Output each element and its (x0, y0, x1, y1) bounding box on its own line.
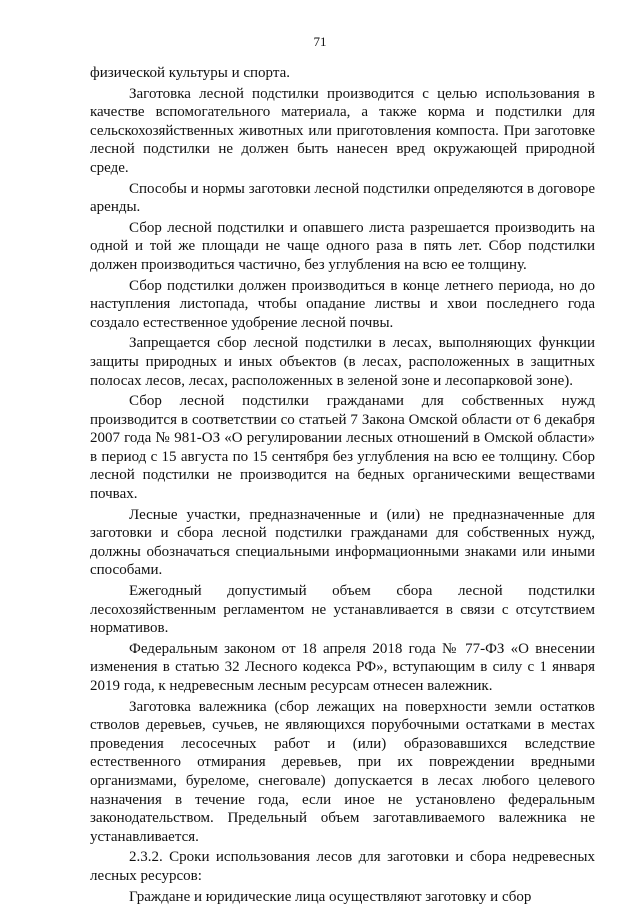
paragraph: физической культуры и спорта. (90, 65, 291, 81)
document-body (90, 64, 595, 908)
paragraph: Ежегодный допустимый объем сбора лесной подстилки лесохозяйственным регламентом не устанавливается в связи с отсутствием нормативов. (90, 583, 595, 637)
paragraph: Способы и нормы заготовки лесной подстилки определяются в договоре аренды. (90, 180, 595, 216)
paragraph: Заготовка валежника (сбор лежащих на поверхности земли остатков стволов деревьев, сучьев, не являющихся порубочными остатками в местах проведения лесосечных работ и (или) образовавшихся вследствие естественного отмирания деревьев, при их повреждении вредными организмами, буреломе, снеговале) допускается в лесах любого целевого назначения в течение года, если иное не установлено федеральным законодательством. Предельный объем заготавливаемого валежника не устанавливается. (90, 698, 595, 845)
paragraph: Лесные участки, предназначенные и (или) не предназначенные для заготовки и сбора лесной подстилки гражданами для собственных нужд, должны обозначаться специальными информационными знаками или иными способами. (90, 506, 595, 579)
paragraph: Заготовка лесной подстилки производится с целью использования в качестве вспомогательного материала, а также корма и подстилки для сельскохозяйственных животных или приготовления компоста. При заготовке лесной подстилки не должен быть нанесен вред окружающей природной среде. (90, 85, 595, 176)
paragraph: Сбор лесной подстилки и опавшего листа разрешается производить на одной и той же площади не чаще одного раза в пять лет. Сбор подстилки должен производиться частично, без углубления на всю ее толщину. (90, 219, 595, 273)
page-number: 71 (313, 34, 327, 49)
paragraph: Сбор лесной подстилки гражданами для собственных нужд производится в соответствии со статьей 7 Закона Омской области от 6 декабря 2007 года № 981-ОЗ «О регулировании лесных отношений в Омской области» в период с 15 августа по 15 сентября без углубления на всю ее толщину. Сбор лесной подстилки не производится на бедных органическими веществами почвах. (90, 393, 595, 503)
paragraph: Запрещается сбор лесной подстилки в лесах, выполняющих функции защиты природных и иных объектов (в лесах, расположенных в защитных полосах лесов, лесах, расположенных в зеленой зоне и лесопарковой зоне). (90, 335, 595, 389)
paragraph: Граждане и юридические лица осуществляют заготовку и сбор (129, 888, 532, 905)
paragraph: Федеральным законом от 18 апреля 2018 года № 77-ФЗ «О внесении изменения в статью 32 Лесного кодекса РФ», вступающим в силу с 1 января 2019 года, к недревесным лесным ресурсам отнесен валежник. (90, 640, 595, 694)
section-heading: 2.3.2. Сроки использования лесов для заготовки и сбора недревесных лесных ресурсов: (90, 849, 595, 884)
paragraph: Сбор подстилки должен производиться в конце летнего периода, но до наступления листопада, чтобы опадание листвы и хвои последнего года создало естественное удобрение лесной почвы. (90, 277, 595, 331)
